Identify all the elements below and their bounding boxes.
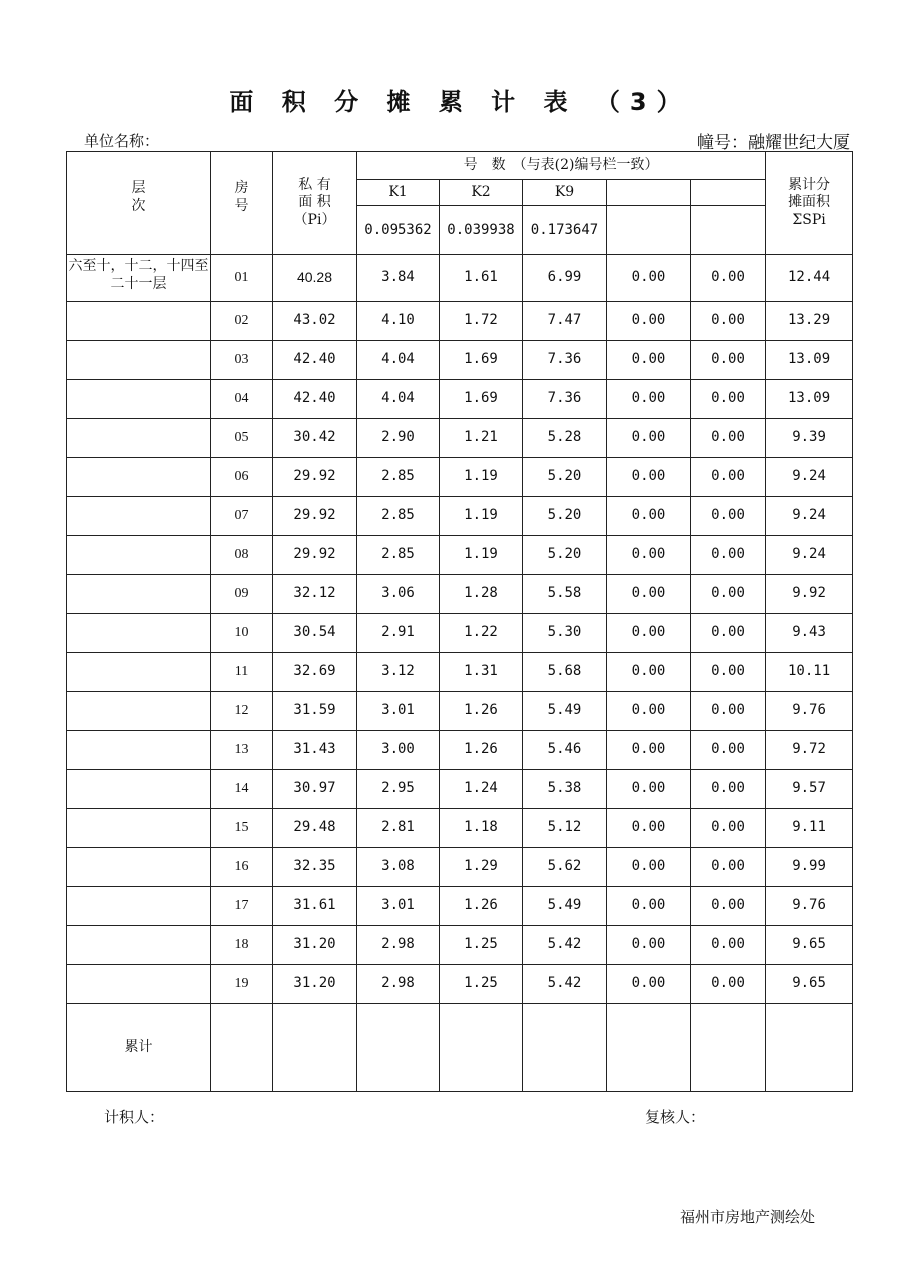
- header-room: 房 号: [211, 152, 273, 255]
- cumulative-area: 9.72: [766, 731, 853, 770]
- table-row: [67, 458, 853, 497]
- table-row: [67, 770, 853, 809]
- allocated-area: 0.00: [607, 770, 691, 809]
- private-area: 32.12: [273, 575, 357, 614]
- allocated-area: 5.49: [523, 692, 607, 731]
- coeff-value: [691, 206, 766, 255]
- allocated-area: 1.21: [440, 419, 523, 458]
- allocated-area: 0.00: [607, 653, 691, 692]
- room-number: 19: [211, 965, 273, 1004]
- table-row: [67, 341, 853, 380]
- calculator-label: 计积人：: [104, 1108, 165, 1126]
- floor-cell: [67, 302, 211, 341]
- cumulative-area: 13.29: [766, 302, 853, 341]
- allocated-area: 0.00: [607, 380, 691, 419]
- allocated-area: 3.12: [357, 653, 440, 692]
- allocated-area: 5.58: [523, 575, 607, 614]
- allocated-area: 0.00: [607, 536, 691, 575]
- room-number: 18: [211, 926, 273, 965]
- cumulative-area: 9.76: [766, 692, 853, 731]
- coeff-name: K2: [440, 180, 523, 206]
- summary-cell: [691, 1004, 766, 1092]
- private-area: 29.92: [273, 536, 357, 575]
- summary-cell: [273, 1004, 357, 1092]
- floor-cell: [67, 809, 211, 848]
- allocated-area: 0.00: [691, 575, 766, 614]
- table-row: [67, 692, 853, 731]
- private-area: 29.92: [273, 458, 357, 497]
- coeff-name: K9: [523, 180, 607, 206]
- allocated-area: 0.00: [691, 497, 766, 536]
- allocated-area: 5.62: [523, 848, 607, 887]
- allocated-area: 0.00: [607, 692, 691, 731]
- allocated-area: 1.19: [440, 458, 523, 497]
- allocated-area: 0.00: [691, 419, 766, 458]
- private-area: 42.40: [273, 380, 357, 419]
- allocated-area: 0.00: [691, 692, 766, 731]
- floor-cell: [67, 926, 211, 965]
- floor-cell: [67, 536, 211, 575]
- cumulative-area: 9.99: [766, 848, 853, 887]
- allocated-area: 0.00: [691, 536, 766, 575]
- allocated-area: 2.85: [357, 458, 440, 497]
- allocated-area: 5.20: [523, 536, 607, 575]
- cumulative-area: 9.92: [766, 575, 853, 614]
- unit-name-label: 单位名称：: [84, 132, 160, 150]
- room-number: 08: [211, 536, 273, 575]
- coeff-name: [607, 180, 691, 206]
- allocated-area: 1.19: [440, 536, 523, 575]
- allocated-area: 0.00: [607, 731, 691, 770]
- allocated-area: 0.00: [691, 848, 766, 887]
- floor-cell: [67, 887, 211, 926]
- allocated-area: 0.00: [691, 770, 766, 809]
- allocated-area: 5.42: [523, 926, 607, 965]
- cumulative-area: 9.24: [766, 497, 853, 536]
- table-row: [67, 731, 853, 770]
- floor-cell: [67, 692, 211, 731]
- allocated-area: 1.29: [440, 848, 523, 887]
- room-number: 04: [211, 380, 273, 419]
- allocated-area: 3.00: [357, 731, 440, 770]
- private-area: 32.35: [273, 848, 357, 887]
- allocated-area: 1.18: [440, 809, 523, 848]
- room-number: 01: [211, 255, 273, 302]
- allocated-area: 1.26: [440, 731, 523, 770]
- allocated-area: 1.25: [440, 926, 523, 965]
- header-cumulative: 累计分 摊面积 ΣSPi: [766, 152, 853, 255]
- table-row: [67, 887, 853, 926]
- allocated-area: 0.00: [691, 302, 766, 341]
- summary-cell: [357, 1004, 440, 1092]
- table-row: [67, 497, 853, 536]
- allocated-area: 0.00: [691, 341, 766, 380]
- private-area: 43.02: [273, 302, 357, 341]
- cumulative-area: 9.43: [766, 614, 853, 653]
- table-row: [67, 536, 853, 575]
- private-area: 29.92: [273, 497, 357, 536]
- allocated-area: 1.19: [440, 497, 523, 536]
- allocated-area: 0.00: [691, 614, 766, 653]
- cumulative-area: 12.44: [766, 255, 853, 302]
- allocated-area: 3.01: [357, 692, 440, 731]
- cumulative-area: 9.57: [766, 770, 853, 809]
- allocated-area: 2.98: [357, 965, 440, 1004]
- summary-cell: [523, 1004, 607, 1092]
- floor-cell: [67, 575, 211, 614]
- summary-cell: [440, 1004, 523, 1092]
- allocated-area: 5.20: [523, 497, 607, 536]
- allocated-area: 0.00: [607, 848, 691, 887]
- allocated-area: 1.26: [440, 887, 523, 926]
- allocated-area: 6.99: [523, 255, 607, 302]
- summary-label: 累计: [67, 1004, 211, 1092]
- floor-cell: [67, 341, 211, 380]
- room-number: 09: [211, 575, 273, 614]
- allocated-area: 0.00: [607, 887, 691, 926]
- allocated-area: 0.00: [607, 302, 691, 341]
- header-row-1: [67, 152, 853, 180]
- allocated-area: 4.04: [357, 341, 440, 380]
- area-allocation-table: [66, 151, 853, 1092]
- organization-label: 福州市房地产测绘处: [680, 1208, 816, 1226]
- room-number: 02: [211, 302, 273, 341]
- private-area: 29.48: [273, 809, 357, 848]
- floor-cell: [67, 848, 211, 887]
- private-area: 31.20: [273, 965, 357, 1004]
- cumulative-area: 9.76: [766, 887, 853, 926]
- allocated-area: 7.36: [523, 341, 607, 380]
- allocated-area: 0.00: [607, 458, 691, 497]
- allocated-area: 2.91: [357, 614, 440, 653]
- building-label: 幢号：融耀世纪大厦: [697, 133, 850, 153]
- table-row: [67, 926, 853, 965]
- allocated-area: 1.24: [440, 770, 523, 809]
- table-row: [67, 653, 853, 692]
- summary-cell: [211, 1004, 273, 1092]
- allocated-area: 1.72: [440, 302, 523, 341]
- floor-cell: [67, 497, 211, 536]
- private-area: 30.54: [273, 614, 357, 653]
- allocated-area: 7.47: [523, 302, 607, 341]
- table-row: [67, 614, 853, 653]
- cumulative-area: 10.11: [766, 653, 853, 692]
- cumulative-area: 9.24: [766, 458, 853, 497]
- room-number: 12: [211, 692, 273, 731]
- table-body: [67, 152, 853, 1092]
- room-number: 16: [211, 848, 273, 887]
- coeff-name: [691, 180, 766, 206]
- private-area: 31.43: [273, 731, 357, 770]
- allocated-area: 3.84: [357, 255, 440, 302]
- floor-cell: [67, 731, 211, 770]
- allocated-area: 5.30: [523, 614, 607, 653]
- header-coefficient-group: 号 数 （与表(2)编号栏一致）: [357, 152, 766, 180]
- cumulative-area: 9.65: [766, 926, 853, 965]
- coeff-name: K1: [357, 180, 440, 206]
- allocated-area: 4.04: [357, 380, 440, 419]
- allocated-area: 5.46: [523, 731, 607, 770]
- allocated-area: 7.36: [523, 380, 607, 419]
- summary-row: [67, 1004, 853, 1092]
- allocated-area: 0.00: [691, 458, 766, 497]
- table-row: [67, 419, 853, 458]
- allocated-area: 3.01: [357, 887, 440, 926]
- allocated-area: 0.00: [691, 380, 766, 419]
- floor-cell: [67, 380, 211, 419]
- page-title: 面 积 分 摊 累 计 表 （3）: [229, 88, 691, 116]
- cumulative-area: 13.09: [766, 341, 853, 380]
- cumulative-area: 9.24: [766, 536, 853, 575]
- cumulative-area: 13.09: [766, 380, 853, 419]
- cumulative-area: 9.39: [766, 419, 853, 458]
- private-area: 32.69: [273, 653, 357, 692]
- room-number: 10: [211, 614, 273, 653]
- allocated-area: 2.85: [357, 536, 440, 575]
- allocated-area: 2.90: [357, 419, 440, 458]
- room-number: 07: [211, 497, 273, 536]
- room-number: 14: [211, 770, 273, 809]
- allocated-area: 1.25: [440, 965, 523, 1004]
- allocated-area: 5.42: [523, 965, 607, 1004]
- private-area: 31.59: [273, 692, 357, 731]
- room-number: 05: [211, 419, 273, 458]
- allocated-area: 5.49: [523, 887, 607, 926]
- allocated-area: 0.00: [607, 419, 691, 458]
- cumulative-area: 9.65: [766, 965, 853, 1004]
- private-area: 40.28: [273, 255, 357, 302]
- header-private-area: 私 有 面 积 （Pi）: [273, 152, 357, 255]
- header-floor: 层 次: [67, 152, 211, 255]
- allocated-area: 0.00: [607, 575, 691, 614]
- allocated-area: 1.69: [440, 380, 523, 419]
- table-row: [67, 302, 853, 341]
- coeff-value: 0.039938: [440, 206, 523, 255]
- allocated-area: 0.00: [691, 809, 766, 848]
- allocated-area: 1.26: [440, 692, 523, 731]
- allocated-area: 2.81: [357, 809, 440, 848]
- floor-cell: [67, 965, 211, 1004]
- allocated-area: 5.28: [523, 419, 607, 458]
- coeff-value: [607, 206, 691, 255]
- room-number: 15: [211, 809, 273, 848]
- room-number: 06: [211, 458, 273, 497]
- floor-cell: [67, 653, 211, 692]
- allocated-area: 2.98: [357, 926, 440, 965]
- cumulative-area: 9.11: [766, 809, 853, 848]
- allocated-area: 0.00: [691, 965, 766, 1004]
- private-area: 30.97: [273, 770, 357, 809]
- allocated-area: 1.28: [440, 575, 523, 614]
- floor-cell: [67, 458, 211, 497]
- checker-label: 复核人：: [645, 1108, 706, 1126]
- allocated-area: 1.22: [440, 614, 523, 653]
- allocated-area: 3.08: [357, 848, 440, 887]
- allocated-area: 0.00: [607, 614, 691, 653]
- summary-cell: [607, 1004, 691, 1092]
- allocated-area: 0.00: [691, 731, 766, 770]
- private-area: 42.40: [273, 341, 357, 380]
- floor-cell: 六至十，十二，十四至二十一层: [67, 255, 211, 302]
- allocated-area: 0.00: [607, 926, 691, 965]
- summary-cell: [766, 1004, 853, 1092]
- allocated-area: 1.69: [440, 341, 523, 380]
- private-area: 31.20: [273, 926, 357, 965]
- allocated-area: 1.31: [440, 653, 523, 692]
- room-number: 13: [211, 731, 273, 770]
- allocated-area: 1.61: [440, 255, 523, 302]
- table-row: [67, 965, 853, 1004]
- table-row: [67, 809, 853, 848]
- floor-cell: [67, 614, 211, 653]
- allocated-area: 0.00: [607, 341, 691, 380]
- allocated-area: 0.00: [691, 653, 766, 692]
- room-number: 17: [211, 887, 273, 926]
- room-number: 03: [211, 341, 273, 380]
- allocated-area: 0.00: [691, 887, 766, 926]
- allocated-area: 0.00: [607, 255, 691, 302]
- allocated-area: 0.00: [691, 926, 766, 965]
- allocated-area: 2.95: [357, 770, 440, 809]
- private-area: 31.61: [273, 887, 357, 926]
- allocated-area: 5.38: [523, 770, 607, 809]
- allocated-area: 0.00: [607, 965, 691, 1004]
- allocated-area: 0.00: [607, 497, 691, 536]
- coeff-value: 0.173647: [523, 206, 607, 255]
- table-row: [67, 380, 853, 419]
- floor-cell: [67, 770, 211, 809]
- allocated-area: 0.00: [691, 255, 766, 302]
- private-area: 30.42: [273, 419, 357, 458]
- table-row: [67, 848, 853, 887]
- room-number: 11: [211, 653, 273, 692]
- allocated-area: 3.06: [357, 575, 440, 614]
- allocated-area: 0.00: [607, 809, 691, 848]
- allocated-area: 5.12: [523, 809, 607, 848]
- allocated-area: 5.68: [523, 653, 607, 692]
- coeff-value: 0.095362: [357, 206, 440, 255]
- allocated-area: 4.10: [357, 302, 440, 341]
- table-row: [67, 575, 853, 614]
- allocated-area: 2.85: [357, 497, 440, 536]
- floor-cell: [67, 419, 211, 458]
- table-row: [67, 255, 853, 302]
- allocated-area: 5.20: [523, 458, 607, 497]
